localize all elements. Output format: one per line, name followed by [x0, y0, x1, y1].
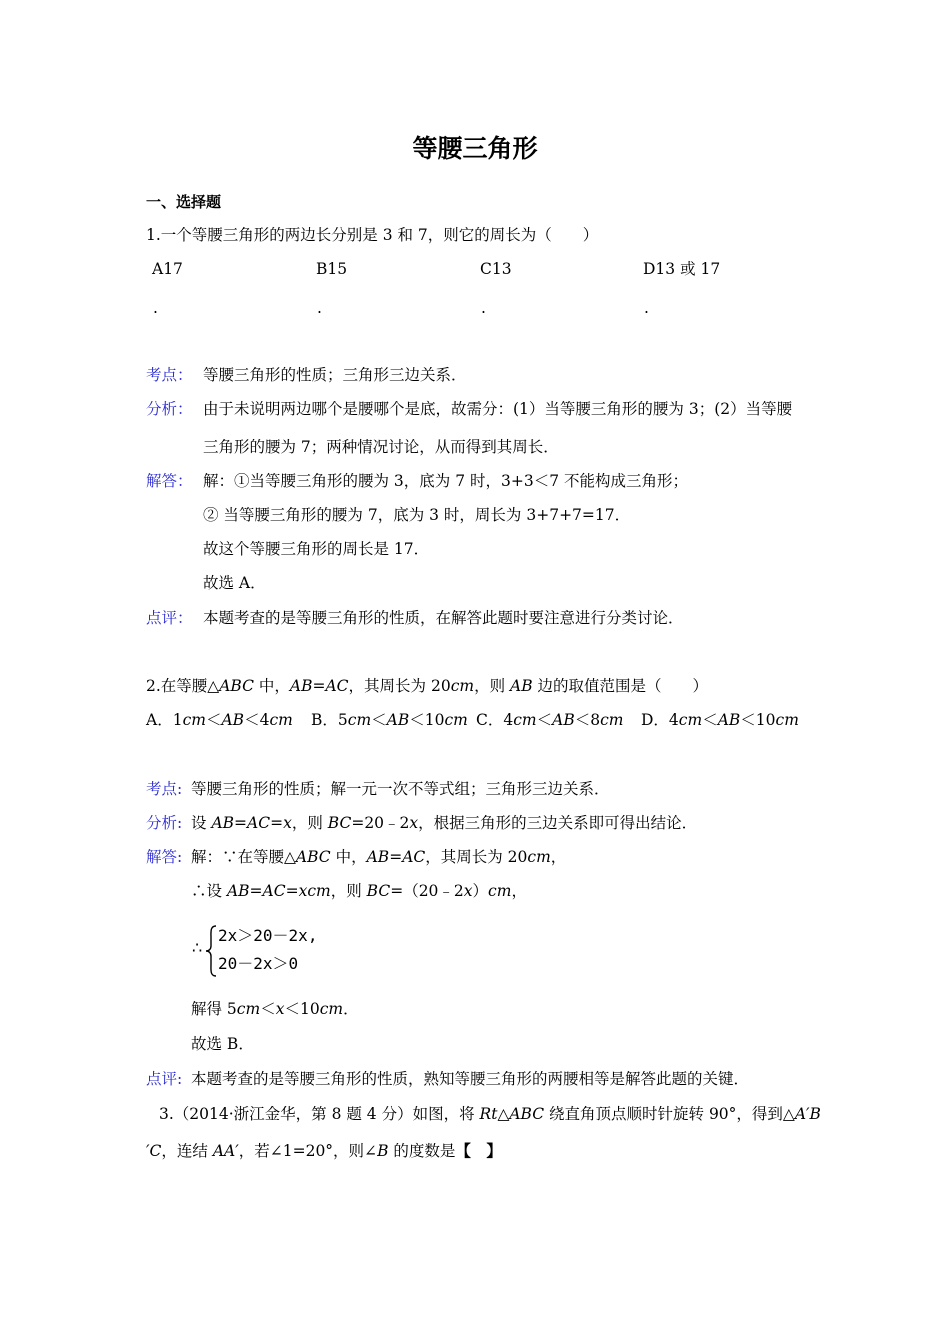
q1-option-c-dot: .: [481, 299, 486, 317]
q2-dianping-label: 点评:: [146, 1070, 183, 1088]
section-heading: 一、选择题: [146, 193, 222, 211]
q1-option-a: A17: [152, 260, 183, 278]
left-brace-icon: [204, 924, 218, 978]
q1-kaodian-label: 考点：: [146, 366, 193, 384]
q1-option-a-dot: .: [153, 299, 158, 317]
q3-stem-line1: 3.（2014·浙江金华，第 8 题 4 分）如图，将 Rt△ABC 绕直角顶点顺时针旋转 90°，得到△A′B: [159, 1105, 821, 1123]
q1-dianping-label: 点评：: [146, 609, 193, 627]
q1-fenxi-label: 分析：: [146, 400, 193, 418]
q1-jieda-line4: 故选 A．: [203, 574, 266, 592]
inequality-line2: 20－2x＞0: [218, 954, 299, 973]
q1-jieda-line1: 解：①当等腰三角形的腰为 3，底为 7 时，3+3＜7 不能构成三角形；: [203, 472, 689, 490]
q2-kaodian-label: 考点:: [146, 780, 183, 798]
q2-option-a: A．1cm＜AB＜4cm: [146, 711, 293, 729]
inequality-line1: 2x＞20－2x,: [218, 926, 318, 945]
q1-jieda-label: 解答：: [146, 472, 193, 490]
q3-stem-line2: ′C，连结 AA′，若∠1=20°，则∠B 的度数是【 】: [146, 1141, 502, 1160]
q1-stem: 1.一个等腰三角形的两边长分别是 3 和 7，则它的周长为（ ）: [146, 226, 599, 244]
q2-kaodian-text: 等腰三角形的性质；解一元一次不等式组；三角形三边关系．: [191, 780, 610, 798]
q1-option-d: D13 或 17: [643, 260, 721, 278]
q1-option-b-dot: .: [317, 299, 322, 317]
q1-jieda-line2: ② 当等腰三角形的腰为 7，底为 3 时，周长为 3+7+7=17．: [203, 506, 631, 524]
q1-option-d-dot: .: [644, 299, 649, 317]
q1-fenxi-line2: 三角形的腰为 7；两种情况讨论，从而得到其周长．: [203, 438, 559, 456]
q2-fenxi-label: 分析:: [146, 814, 183, 832]
q2-option-b: B．5cm＜AB＜10cm: [311, 711, 468, 729]
q2-jieda-line2: ∴设 AB=AC=xcm，则 BC=（20﹣2x）cm，: [191, 882, 527, 900]
page-title: 等腰三角形: [412, 134, 538, 163]
q2-option-c: C．4cm＜AB＜8cm: [476, 711, 624, 729]
q2-jieda-label: 解答:: [146, 848, 183, 866]
q1-dianping-text: 本题考查的是等腰三角形的性质，在解答此题时要注意进行分类讨论．: [203, 609, 684, 627]
q1-option-b: B15: [316, 260, 348, 278]
q1-option-c: C13: [480, 260, 512, 278]
q2-stem: 2.在等腰△ABC 中，AB=AC，其周长为 20cm，则 AB 边的取值范围是（ ）: [146, 677, 709, 695]
therefore-symbol: ∴: [192, 938, 203, 957]
q1-jieda-line3: 故这个等腰三角形的周长是 17．: [203, 540, 430, 558]
q2-jieda-line3: 解得 5cm＜x＜10cm．: [191, 1000, 359, 1018]
q2-jieda-line1: 解：∵在等腰△ABC 中，AB=AC，其周长为 20cm，: [191, 848, 567, 866]
q2-jieda-line4: 故选 B．: [191, 1035, 254, 1053]
q1-kaodian-text: 等腰三角形的性质；三角形三边关系．: [203, 366, 467, 384]
q2-dianping-text: 本题考查的是等腰三角形的性质，熟知等腰三角形的两腰相等是解答此题的关键．: [191, 1070, 750, 1088]
q2-option-d: D．4cm＜AB＜10cm: [641, 711, 799, 729]
inequality-system: [192, 922, 342, 980]
q2-fenxi-text: 设 AB=AC=x，则 BC=20﹣2x，根据三角形的三边关系即可得出结论．: [191, 814, 698, 832]
q1-fenxi-line1: 由于未说明两边哪个是腰哪个是底，故需分：(1）当等腰三角形的腰为 3；(2）当等腰: [203, 400, 793, 418]
